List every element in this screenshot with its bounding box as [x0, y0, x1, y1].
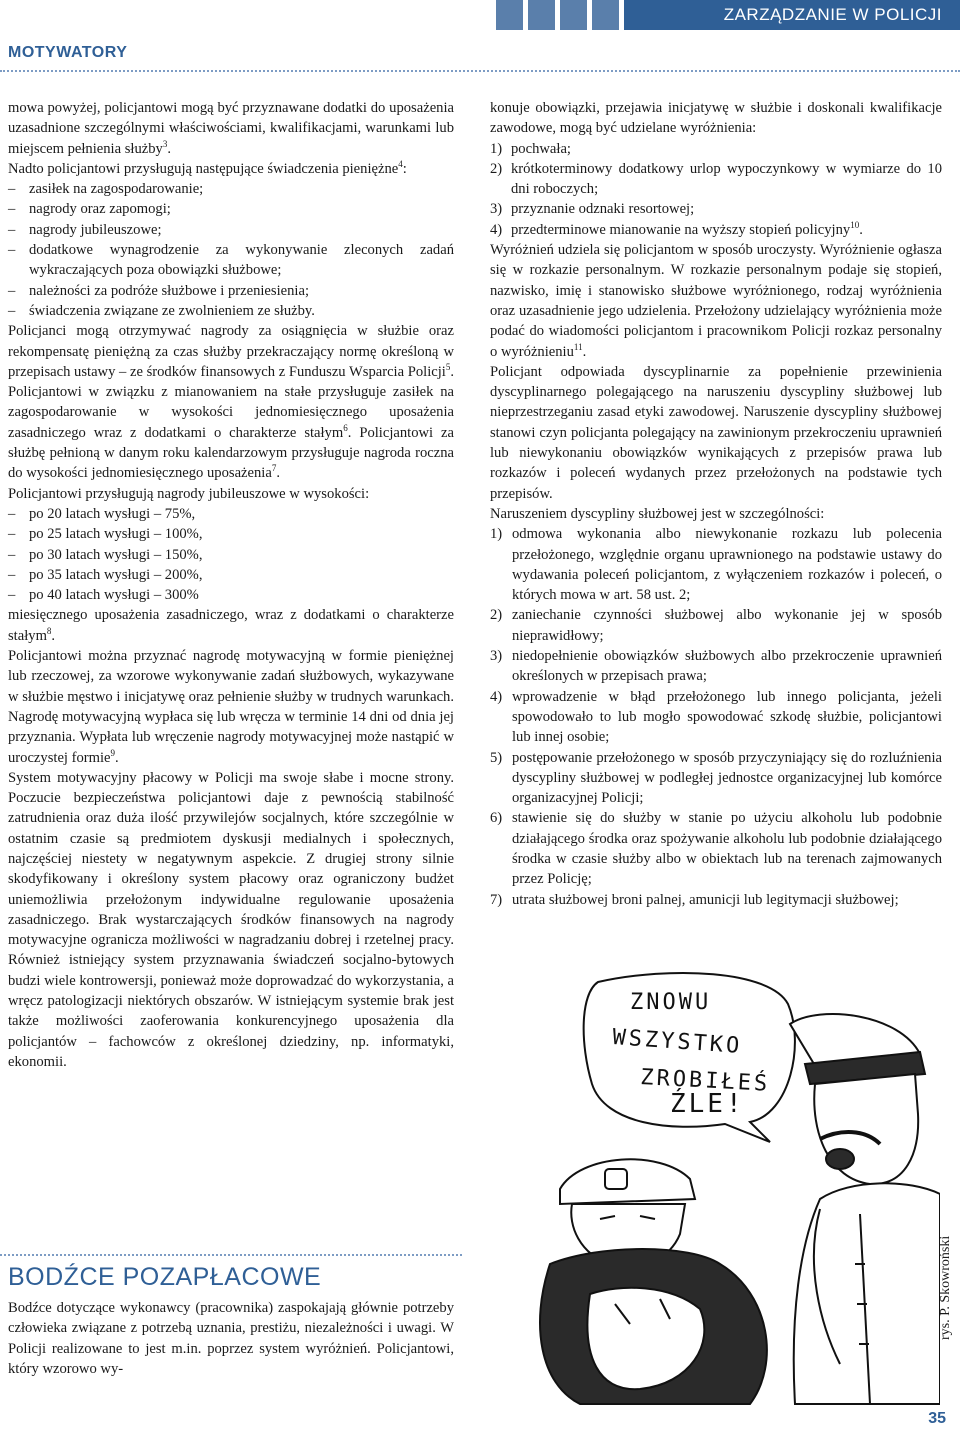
paragraph: mowa powyżej, policjantowi mogą być przyznawane dodatki do uposażenia uzasadnione szczególnymi właściwościami, kwalifikacjami, warunkami lub miejscem pełnienia służby$^3$.	[8, 100, 454, 157]
list-item: – po 40 latach wysługi – 300%	[8, 585, 454, 605]
cartoon-illustration	[520, 964, 940, 1414]
page-number: 35	[928, 1410, 946, 1427]
paragraph: Policjant odpowiada dyscyplinarnie za popełnienie przewinienia dyscyplinarnego polegającego na naruszeniu dyscypliny służbowej lub nieprzestrzeganiu zasad etyki zawodowej. Naruszenie dyscypliny służbowej stanowi czyn policjanta polegający na zawinionym przekroczeniu uprawnień lub niewykonaniu obowiązków wynikających z przepisów prawa lub rozkazów i poleceń wydanych przez przełożonych na podstawie tych przepisów.	[490, 363, 942, 502]
list-item: 5) postępowanie przełożonego w sposób przyczyniający się do rozluźnienia dyscypliny służbowej w podległej jednostce organizacyjnej lub komórce organizacyjnej Policji;	[490, 749, 942, 807]
list-item: 7) utrata służbowej broni palnej, amunicji lub legitymacji służbowej;	[490, 891, 899, 908]
list-item: – należności za podróże służbowe i przeniesienia;	[8, 281, 454, 301]
list-item: 1) pochwała;	[490, 140, 571, 157]
header-decor-square	[528, 0, 555, 30]
list-item: – świadczenia związane ze zwolnieniem ze służby.	[8, 301, 454, 321]
box-text: Bodźce dotyczące wykonawcy (pracownika) zaspokajają głównie potrzeby człowieka związane z potrzebą uznania, prestiżu, niezależności i uwagi. W Policji realizowane to jest m.in. poprzez system wyróżnień. Policjantowi, który wzorowo wy-	[8, 1300, 454, 1377]
paragraph: Nadto policjantowi przysługują następujące świadczenia pieniężne$^4$:	[8, 159, 407, 177]
illustration-credit: rys. P. Skowroński	[938, 1235, 953, 1340]
speech-line: WSZYSTKO	[611, 1025, 743, 1060]
box-heading: BODŹCE POZAPŁACOWE	[8, 1263, 322, 1291]
list-item: – po 30 latach wysługi – 150%,	[8, 545, 454, 565]
box-divider	[0, 1254, 462, 1256]
top-bar	[0, 0, 960, 30]
paragraph: Policjantowi w związku z mianowaniem na stałe przysługuje zasiłek na zagospodarowanie w wysokości jednomiesięcznego uposażenia zasadniczego wraz z dodatkami o charakterze stałym$^6$. Policjantowi za służbę pełnioną w danym roku kalendarzowym przysługuje nagroda roczna do wysokości jednomiesięcznego uposażenia$^7$.	[8, 384, 454, 482]
speech-line: ZNOWU	[630, 990, 712, 1015]
section-label: MOTYWATORY	[8, 44, 128, 61]
section-divider	[0, 70, 960, 72]
jubilee-list	[8, 504, 454, 605]
paragraph: konuje obowiązki, przejawia inicjatywę w służbie i doskonali kwalifikacje zawodowe, mogą być udzielane wyróżnienia:	[490, 100, 942, 137]
list-item: 4) wprowadzenie w błąd przełożonego lub innego policjanta, jeżeli spowodowało to lub mogło spowodować szkodę służbie, policjantowi lub innej osobie;	[490, 688, 942, 746]
list-item: – po 25 latach wysługi – 100%,	[8, 524, 454, 544]
list-item: 2) krótkoterminowy dodatkowy urlop wypoczynkowy w wymiarze do 10 dni roboczych;	[490, 160, 942, 198]
standing-officer-figure	[790, 1014, 940, 1404]
list-item: 1) odmowa wykonania albo niewykonanie rozkazu lub polecenia przełożonego, względnie organu uprawnionego na podstawie ustawy do wydawania poleceń policjantom, z wyłączeniem rozkazów i poleceń, o których mowa w art. 58 ust. 2;	[490, 526, 942, 604]
list-item: 4) przedterminowe mianowanie na wyższy stopień policyjny$^{10}$.	[490, 219, 863, 238]
right-column	[490, 98, 942, 910]
list-item: – dodatkowe wynagrodzenie za wykonywanie zleconych zadań wykraczających poza obowiązki służbowe;	[8, 240, 454, 281]
list-item: 2) zaniechanie czynności służbowej albo wykonanie jej w sposób nieprawidłowy;	[490, 607, 942, 644]
list-item: – zasiłek na zagospodarowanie;	[8, 179, 454, 199]
paragraph: Policjanci mogą otrzymywać nagrody za osiągnięcia w służbie oraz rekompensatę pieniężną za czas służby przekraczający normę określoną w przepisach ustawy – ze środków finansowych z Funduszu Wsparcia Policji$^5$.	[8, 323, 454, 380]
benefits-list	[8, 179, 454, 321]
header-decor-square	[560, 0, 587, 30]
paragraph: Policjantowi przysługują nagrody jubileuszowe w wysokości:	[8, 485, 370, 502]
violations-list	[490, 524, 942, 910]
paragraph: Policjantowi można przyznać nagrodę motywacyjną w formie pieniężnej lub rzeczowej, za wzorowe wykonywanie zadań służbowych, wykazywane w służbie męstwo i inicjatywę oraz pełnienie służby w trudnych warunkach. Nagrodę motywacyjną wypłaca się lub wręcza w terminie 14 dni od dnia jej przyznania. Wypłata lub wręczenie nagrody motywacyjnej może nastąpić w uroczystej formie$^9$.	[8, 648, 454, 766]
paragraph: miesięcznego uposażenia zasadniczego, wraz z dodatkami o charakterze stałym$^8$.	[8, 607, 454, 644]
header-decor-square	[592, 0, 619, 30]
list-item: – nagrody jubileuszowe;	[8, 220, 454, 240]
awards-list	[490, 139, 942, 240]
list-item: 6) stawienie się do służby w stanie po użyciu alkoholu lub podobnie działającego środka oraz spożywanie alkoholu lub podobnie działającego środka w czasie służby albo w obiektach lub na terenach zajmowanych przez Policję;	[490, 810, 942, 888]
list-item: 3) przyznanie odznaki resortowej;	[490, 201, 695, 218]
list-item: – po 35 latach wysługi – 200%,	[8, 565, 454, 585]
running-header: ZARZĄDZANIE W POLICJI	[624, 0, 960, 30]
speech-line: ŹLE!	[670, 1089, 745, 1119]
paragraph: System motywacyjny płacowy w Policji ma swoje słabe i mocne strony. Poczucie bezpieczeństwa policjantowi daje z pewnością stabilność zatrudnienia oraz duża ilość przywilejów socjalnych, które szczególnie w ostatnim czasie są predmiotem dyskusji medialnych i społecznych, najczęściej niestety w negatywnym aspekcie. Z drugiej strony silnie skodyfikowany i określony system płacowy oraz ograniczony budżet uniemożliwia przełożonym indywidualne regulowanie uposażenia zasadniczego. Brak wystarczających środków finansowych na nagrody motywacyjne ogranicza możliwości w nagradzaniu dobrej i rzetelnej pracy. Również istniejący system przyznawania świadczeń socjalno-bytowych budzi wiele kontrowersji, ponieważ może doprowadzać do wykorzystania, a wręcz patologizacji niektórych obszarów. W istniejącym systemie brak jest także możliwości zaoferowania konkurencyjnego uposażenia dla policjantów – fachowców z określonej dziedziny, np. informatyki, ekonomii.	[8, 769, 454, 1070]
speech-line: ZROBIŁEŚ	[639, 1065, 771, 1097]
header-decor-square	[496, 0, 523, 30]
paragraph: Wyróżnień udziela się policjantom w sposób uroczysty. Wyróżnienie ogłasza się w rozkazie personalnym. W rozkazie personalnym podaje się stopień, nazwisko, imię i stanowisko służbowe wyróżnionego, rodzaj wyróżnienia oraz uzasadnienie jego udzielenia. Przełożony udzielający wyróżnienia może podać do wiadomości policjantom i pracownikom Policji rozkaz personalny o wyróżnieniu$^{11}$.	[490, 242, 942, 360]
paragraph: Naruszeniem dyscypliny służbowej jest w szczególności:	[490, 505, 825, 522]
list-item: – po 20 latach wysługi – 75%,	[8, 504, 454, 524]
list-item: – nagrody oraz zapomogi;	[8, 199, 454, 219]
left-column	[8, 98, 454, 1072]
list-item: 3) niedopełnienie obowiązków służbowych albo przekroczenie uprawnień określonych w przepisach prawa;	[490, 648, 942, 685]
seated-officer-figure	[540, 1159, 767, 1404]
